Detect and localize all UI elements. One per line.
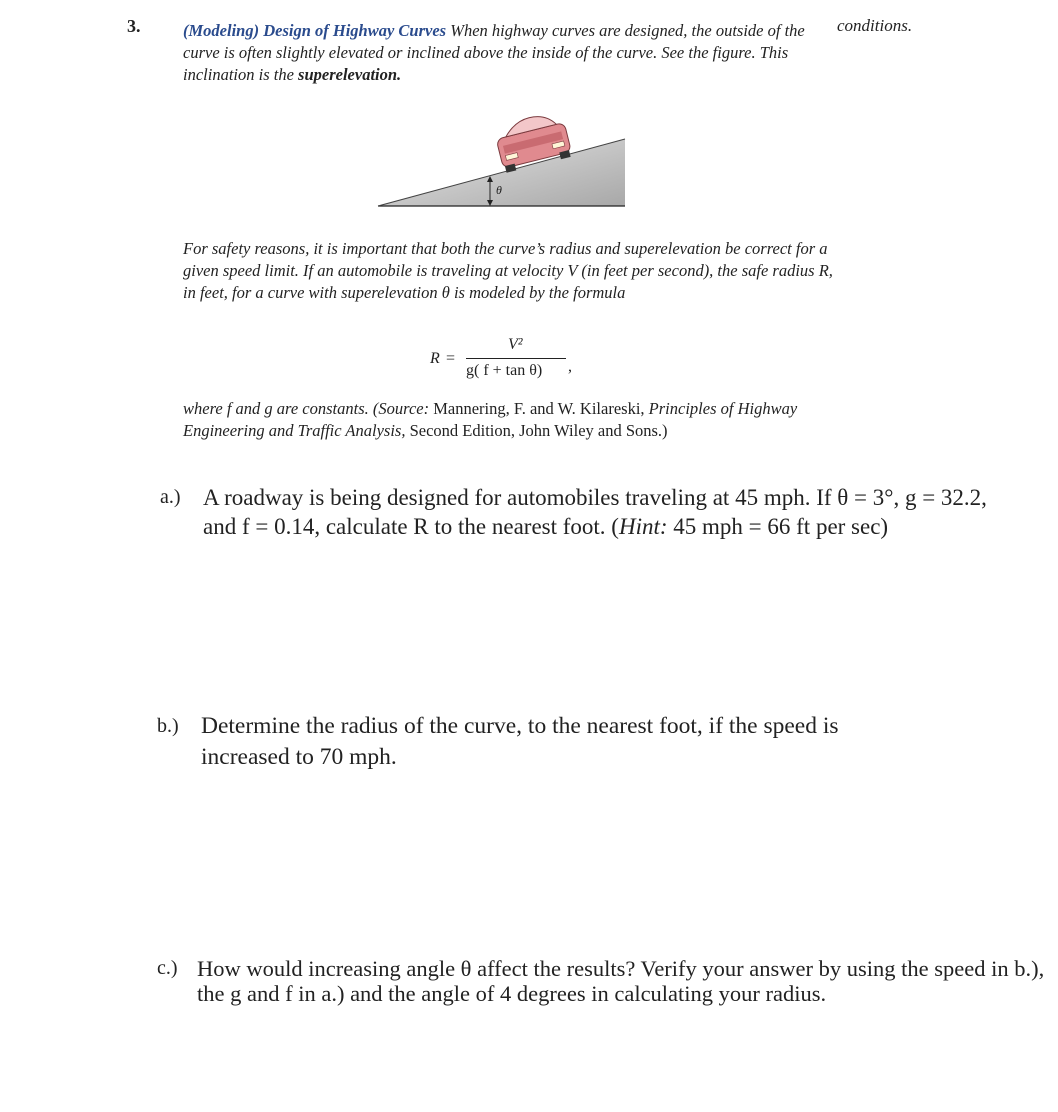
where-text: where f and g are constants. ( xyxy=(183,399,379,418)
source-authors: Mannering, F. and W. Kilareski, xyxy=(429,399,649,418)
source-paragraph xyxy=(183,398,843,442)
question-a-text-2: 45 mph = 66 ft per sec) xyxy=(667,514,889,539)
problem-intro xyxy=(183,20,833,86)
question-b-text: Determine the radius of the curve, to the nearest foot, if the speed is increased to 70 mph. xyxy=(201,713,839,770)
safety-paragraph: For safety reasons, it is important that both the curve’s radius and superelevation be correct for a given speed limit. If an automobile is traveling at velocity V (in feet per second), the safe radius R, in feet, for a curve with superelevation θ is modeled by the formula xyxy=(183,239,833,302)
question-c-text: How would increasing angle θ affect the results? Verify your answer by using the speed in b.), the g and f in a.) and the angle of 4 degrees in calculating your radius. xyxy=(197,956,1045,1006)
question-a-label: a.) xyxy=(160,486,181,508)
intro-text: When highway curves are designed, the outside of the curve is often slightly elevated or inclined above the inside of the curve. See the figure. This inclination is the xyxy=(183,21,805,84)
formula-lhs: R xyxy=(430,350,440,367)
superelevation-figure xyxy=(370,112,630,212)
source-book-title: Principles of Highway Engineering and Traffic Analysis, xyxy=(183,399,798,440)
question-c-label: c.) xyxy=(157,957,178,979)
formula-equals: = xyxy=(446,350,456,367)
formula-denominator: g( f + tan θ) xyxy=(466,362,543,379)
question-a-text xyxy=(203,483,1013,541)
corner-fragment-text: conditions. xyxy=(837,16,913,35)
question-b-label: b.) xyxy=(157,715,179,737)
problem-number: 3. xyxy=(127,16,141,36)
formula-numerator: V² xyxy=(508,336,523,353)
fraction-bar xyxy=(466,358,566,359)
source-edition: Second Edition, John Wiley and Sons.) xyxy=(405,421,668,440)
source-label: Source: xyxy=(378,399,430,418)
hint-label: Hint: xyxy=(618,514,668,539)
problem-title: (Modeling) Design of Highway Curves xyxy=(183,21,447,40)
formula-comma: , xyxy=(568,358,572,375)
angle-theta-label: θ xyxy=(496,183,502,197)
question-a-text-1: A roadway is being designed for automobiles traveling at 45 mph. If θ = 3°, g = 32.2, and f = 0.14, calculate R to the nearest foot. ( xyxy=(203,485,987,539)
superelevation-term: superelevation. xyxy=(298,65,402,84)
